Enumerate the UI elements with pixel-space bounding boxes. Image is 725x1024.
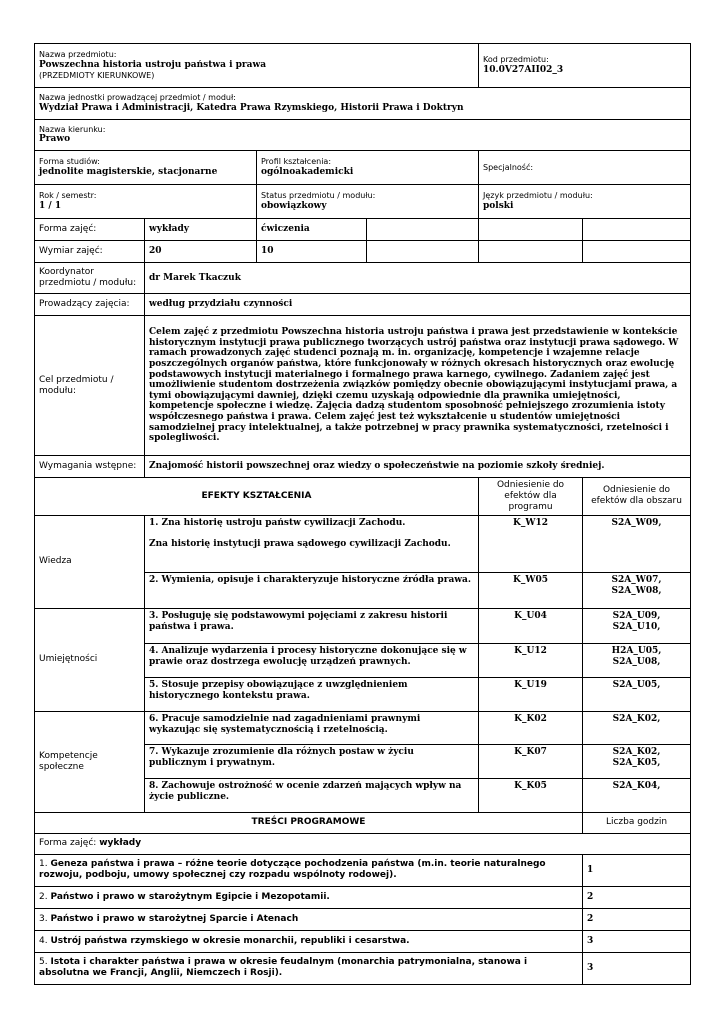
study-form-label: Forma studiów: <box>39 157 100 167</box>
class-hours-row <box>35 241 691 263</box>
effect-group-social: Kompetencje społeczne <box>35 711 145 812</box>
coordinator-row <box>35 263 691 294</box>
effect-area-code: S2A_K04, <box>612 780 661 791</box>
content-topic: Państwo i prawo w starożytnym Egipcie i Mezopotamii. <box>50 891 330 902</box>
effect-text <box>145 515 479 572</box>
class-hours-exercises: 10 <box>257 241 367 263</box>
effect-text: 7. Wykazuje zrozumienie dla różnych postaw w życiu publicznym i prywatnym. <box>145 744 479 778</box>
effect-area <box>583 643 691 677</box>
effect-line: Zna historię instytucji prawa sądowego cywilizacji Zachodu. <box>149 538 451 549</box>
content-row <box>35 854 691 886</box>
content-form <box>35 833 691 854</box>
effect-text: 3. Posługuję się podstawowymi pojęciami z zakresu historii państwa i prawa. <box>145 608 479 643</box>
effect-area-code: S2A_U08, <box>612 656 661 667</box>
effects-header-row <box>35 478 691 516</box>
goal-row <box>35 316 691 456</box>
content-topic: Geneza państwa i prawa – różne teorie dotyczące pochodzenia państwa (m.in. teorie naturalnego rozwoju, podboju, umowy społecznej czy rozpadu wspólnoty rodowej). <box>39 859 546 881</box>
effect-program: K_W05 <box>479 572 583 608</box>
content-text <box>35 952 583 984</box>
content-hours: 2 <box>583 908 691 930</box>
content-text <box>35 908 583 930</box>
class-hours-label: Wymiar zajęć: <box>35 241 145 263</box>
content-text <box>35 854 583 886</box>
content-form-row <box>35 833 691 854</box>
effect-program: K_W12 <box>479 515 583 572</box>
effect-area-code: S2A_U09, <box>612 610 661 621</box>
requirements-label: Wymagania wstępne: <box>35 456 145 478</box>
lecturers-row <box>35 294 691 316</box>
effect-row <box>35 608 691 643</box>
effect-area-code: H2A_U05, <box>611 645 662 656</box>
effects-program-col: Odniesienie do efektów dla programu <box>479 478 583 516</box>
class-form-row <box>35 219 691 241</box>
class-hours-lectures: 20 <box>145 241 257 263</box>
effect-group-knowledge: Wiedza <box>35 515 145 608</box>
effect-program: K_K02 <box>479 711 583 744</box>
effect-program: K_U04 <box>479 608 583 643</box>
content-form-label: Forma zajęć: <box>39 838 97 849</box>
subject-cell <box>35 44 479 88</box>
field-row <box>35 120 691 151</box>
content-topic: Ustrój państwa rzymskiego w okresie monarchii, republiki i cesarstwa. <box>50 935 410 946</box>
effect-program: K_K05 <box>479 778 583 812</box>
content-header-row <box>35 812 691 833</box>
profile-label: Profil kształcenia: <box>261 157 332 167</box>
syllabus-table <box>34 43 691 985</box>
effect-area <box>583 572 691 608</box>
effect-text: 6. Pracuje samodzielnie nad zagadnieniami prawnymi wykazując się systematycznością i rzetelnością. <box>145 711 479 744</box>
effect-area <box>583 744 691 778</box>
coordinator-label: Koordynator przedmiotu / modułu: <box>35 263 145 294</box>
content-hours-col: Liczba godzin <box>583 812 691 833</box>
content-row <box>35 930 691 952</box>
effect-area <box>583 515 691 572</box>
effect-area-code: S2A_K05, <box>612 757 661 768</box>
lecturers-value: według przydziału czynności <box>145 294 691 316</box>
effect-program: K_U12 <box>479 643 583 677</box>
effect-area-code: S2A_U10, <box>612 621 661 632</box>
subject-row <box>35 44 691 88</box>
content-num: 4. <box>39 935 48 946</box>
content-hours: 3 <box>583 930 691 952</box>
class-form-exercises: ćwiczenia <box>257 219 367 241</box>
status-value: obowiązkowy <box>261 200 327 211</box>
effect-area <box>583 711 691 744</box>
effect-area-code: S2A_W07, <box>611 574 662 585</box>
effect-text: 8. Zachowuje ostrożność w ocenie zdarzeń mających wpływ na życie publiczne. <box>145 778 479 812</box>
effect-row <box>35 515 691 572</box>
subject-group: (PRZEDMIOTY KIERUNKOWE) <box>39 70 155 80</box>
content-num: 1. <box>39 859 48 870</box>
effect-program: K_K07 <box>479 744 583 778</box>
subject-name: Powszechna historia ustroju państwa i prawa <box>39 60 267 71</box>
content-num: 5. <box>39 957 48 968</box>
effects-area-col: Odniesienie do efektów dla obszaru <box>583 478 691 516</box>
content-hours: 3 <box>583 952 691 984</box>
effect-area-code: S2A_W09, <box>611 517 662 528</box>
study-form-value: jednolite magisterskie, stacjonarne <box>39 166 218 177</box>
effect-text: 4. Analizuje wydarzenia i procesy historyczne dokonujące się w prawie oraz dostrzega ewolucję urządzeń prawnych. <box>145 643 479 677</box>
effect-area <box>583 677 691 711</box>
effect-line: 1. Zna historię ustroju państw cywilizacji Zachodu. <box>149 517 406 528</box>
content-hours: 2 <box>583 886 691 908</box>
profile-value: ogólnoakademicki <box>261 166 354 177</box>
class-form-lectures: wykłady <box>145 219 257 241</box>
subject-label: Nazwa przedmiotu: <box>39 50 117 60</box>
effects-title: EFEKTY KSZTAŁCENIA <box>35 478 479 516</box>
coordinator-value: dr Marek Tkaczuk <box>145 263 691 294</box>
code-label: Kod przedmiotu: <box>483 55 549 65</box>
effect-area <box>583 778 691 812</box>
effect-area-code: S2A_K02, <box>612 713 661 724</box>
code-cell <box>479 44 691 88</box>
lecturers-label: Prowadzący zajęcia: <box>35 294 145 316</box>
content-text <box>35 930 583 952</box>
content-row <box>35 886 691 908</box>
effect-text: 2. Wymienia, opisuje i charakteryzuje historyczne źródła prawa. <box>145 572 479 608</box>
effect-group-skills: Umiejętności <box>35 608 145 711</box>
requirements-value: Znajomość historii powszechnej oraz wiedzy o społeczeństwie na poziomie szkoły średniej. <box>145 456 691 478</box>
specialty-label: Specjalność: <box>483 162 534 172</box>
content-text <box>35 886 583 908</box>
language-label: Język przedmiotu / modułu: <box>483 191 593 201</box>
goal-text: Celem zajęć z przedmiotu Powszechna historia ustroju państwa i prawa jest przedstawienie w kontekście historycznym instytucji prawa publicznego tworzących ustrój państwa oraz instytucji prawa sądowego. W ramach prowadzonych zajęć studenci poznają m. in. organizację, kompetencje i wzajemne relacje poszczególnych organów państwa, które funkcjonowały w różnych okresach historycznych oraz ewolucję podstawowych instytucji materialnego i formalnego prawa karnego, cywilnego. Zadaniem zajęć jest umożliwienie studentom dostrzeżenia związków pomiędzy obecnie obowiązującymi instytucjami prawa, a tymi obowiązującymi dawniej, dzięki czemu uzyskają odpowiednie dla prawnika umiejętności, kompetencje społeczne i wiedzę. Zajęcia dadzą studentom sposobność pełniejszego zrozumienia istoty współczesnego państwa i prawa. Celem zajęć jest też wykształcenie u studentów umiejętności samodzielnej pracy intelektualnej, a także potrzebnej w pracy prawnika systematyczności, rzetelności i spolegliwości. <box>145 316 691 456</box>
content-hours: 1 <box>583 854 691 886</box>
effect-program: K_U19 <box>479 677 583 711</box>
year-value: 1 / 1 <box>39 200 62 211</box>
effect-row <box>35 711 691 744</box>
effect-area-code: S2A_W08, <box>611 585 662 596</box>
status-label: Status przedmiotu / modułu: <box>261 191 376 201</box>
content-num: 2. <box>39 891 48 902</box>
content-form-value: wykłady <box>99 838 142 849</box>
requirements-row <box>35 456 691 478</box>
field-label: Nazwa kierunku: <box>39 124 106 134</box>
class-form-label: Forma zajęć: <box>35 219 145 241</box>
content-row <box>35 908 691 930</box>
content-title: TREŚCI PROGRAMOWE <box>35 812 583 833</box>
unit-label: Nazwa jednostki prowadzącej przedmiot / moduł: <box>39 93 236 103</box>
field-value: Prawo <box>39 134 71 145</box>
goal-label: Cel przedmiotu / modułu: <box>35 316 145 456</box>
language-value: polski <box>483 200 514 211</box>
content-num: 3. <box>39 913 48 924</box>
study-row <box>35 151 691 185</box>
content-topic: Istota i charakter państwa i prawa w okresie feudalnym (monarchia patrymonialna, stanowa i absolutna we Francji, Anglii, Niemczech i Rosji). <box>39 957 528 979</box>
content-row <box>35 952 691 984</box>
effect-area-code: S2A_K02, <box>612 746 661 757</box>
content-topic: Państwo i prawo w starożytnej Sparcie i Atenach <box>50 913 299 924</box>
year-row <box>35 185 691 219</box>
effect-area-code: S2A_U05, <box>612 679 661 690</box>
unit-row <box>35 88 691 120</box>
year-label: Rok / semestr: <box>39 191 97 201</box>
effect-area <box>583 608 691 643</box>
subject-code: 10.0V27AII02_3 <box>483 64 564 75</box>
effect-text: 5. Stosuje przepisy obowiązujące z uwzględnieniem historycznego kontekstu prawa. <box>145 677 479 711</box>
unit-value: Wydział Prawa i Administracji, Katedra Prawa Rzymskiego, Historii Prawa i Doktryn <box>39 102 464 113</box>
